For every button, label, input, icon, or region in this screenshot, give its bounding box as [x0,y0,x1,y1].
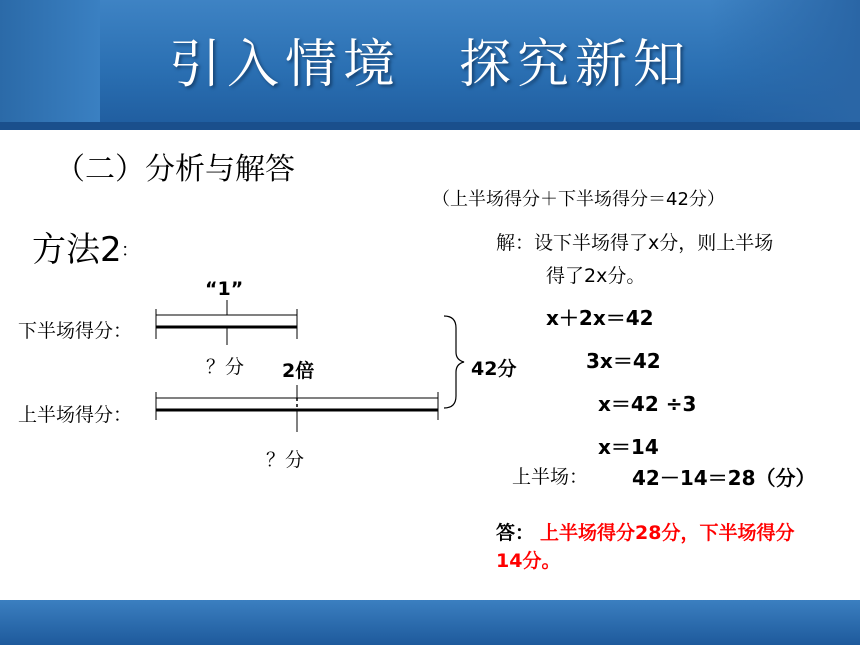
answer-line-2: 14分。 [496,550,561,572]
equation-4: x＝14 [598,435,659,459]
method-label: 方法2 [32,230,122,270]
first-half-unknown: ？分 [266,449,305,471]
first-half-bar [156,385,438,432]
equation-2: 3x＝42 [586,349,661,373]
equation-1: x＋2x＝42 [546,306,654,330]
first-half-calc: 42－14＝28（分） [632,466,816,490]
first-half-calc-label: 上半场： [512,466,589,488]
equation-3: x＝42 ÷3 [598,392,697,416]
second-half-label: 下半场得分： [18,320,133,342]
solution-line-1: 解：设下半场得了x分，则上半场 [496,232,774,254]
second-half-bar [156,300,297,345]
first-half-label: 上半场得分： [18,404,133,426]
slide-title: 引入情境 探究新知 [168,35,691,95]
method-colon: ： [121,240,139,261]
answer-line-1: 上半场得分28分，下半场得分 [540,522,795,544]
section-subtitle: （二）分析与解答 [55,152,295,187]
total-brace [444,316,464,408]
solution-line-2: 得了2x分。 [546,265,646,287]
answer-prefix: 答： [496,522,535,544]
relation-note: （上半场得分＋下半场得分＝42分） [432,189,725,210]
unit-label: “1” [205,278,244,300]
footer-band [0,600,860,645]
total-label: 42分 [471,358,517,380]
second-half-unknown: ？分 [206,356,245,378]
times-label: 2倍 [282,360,315,382]
